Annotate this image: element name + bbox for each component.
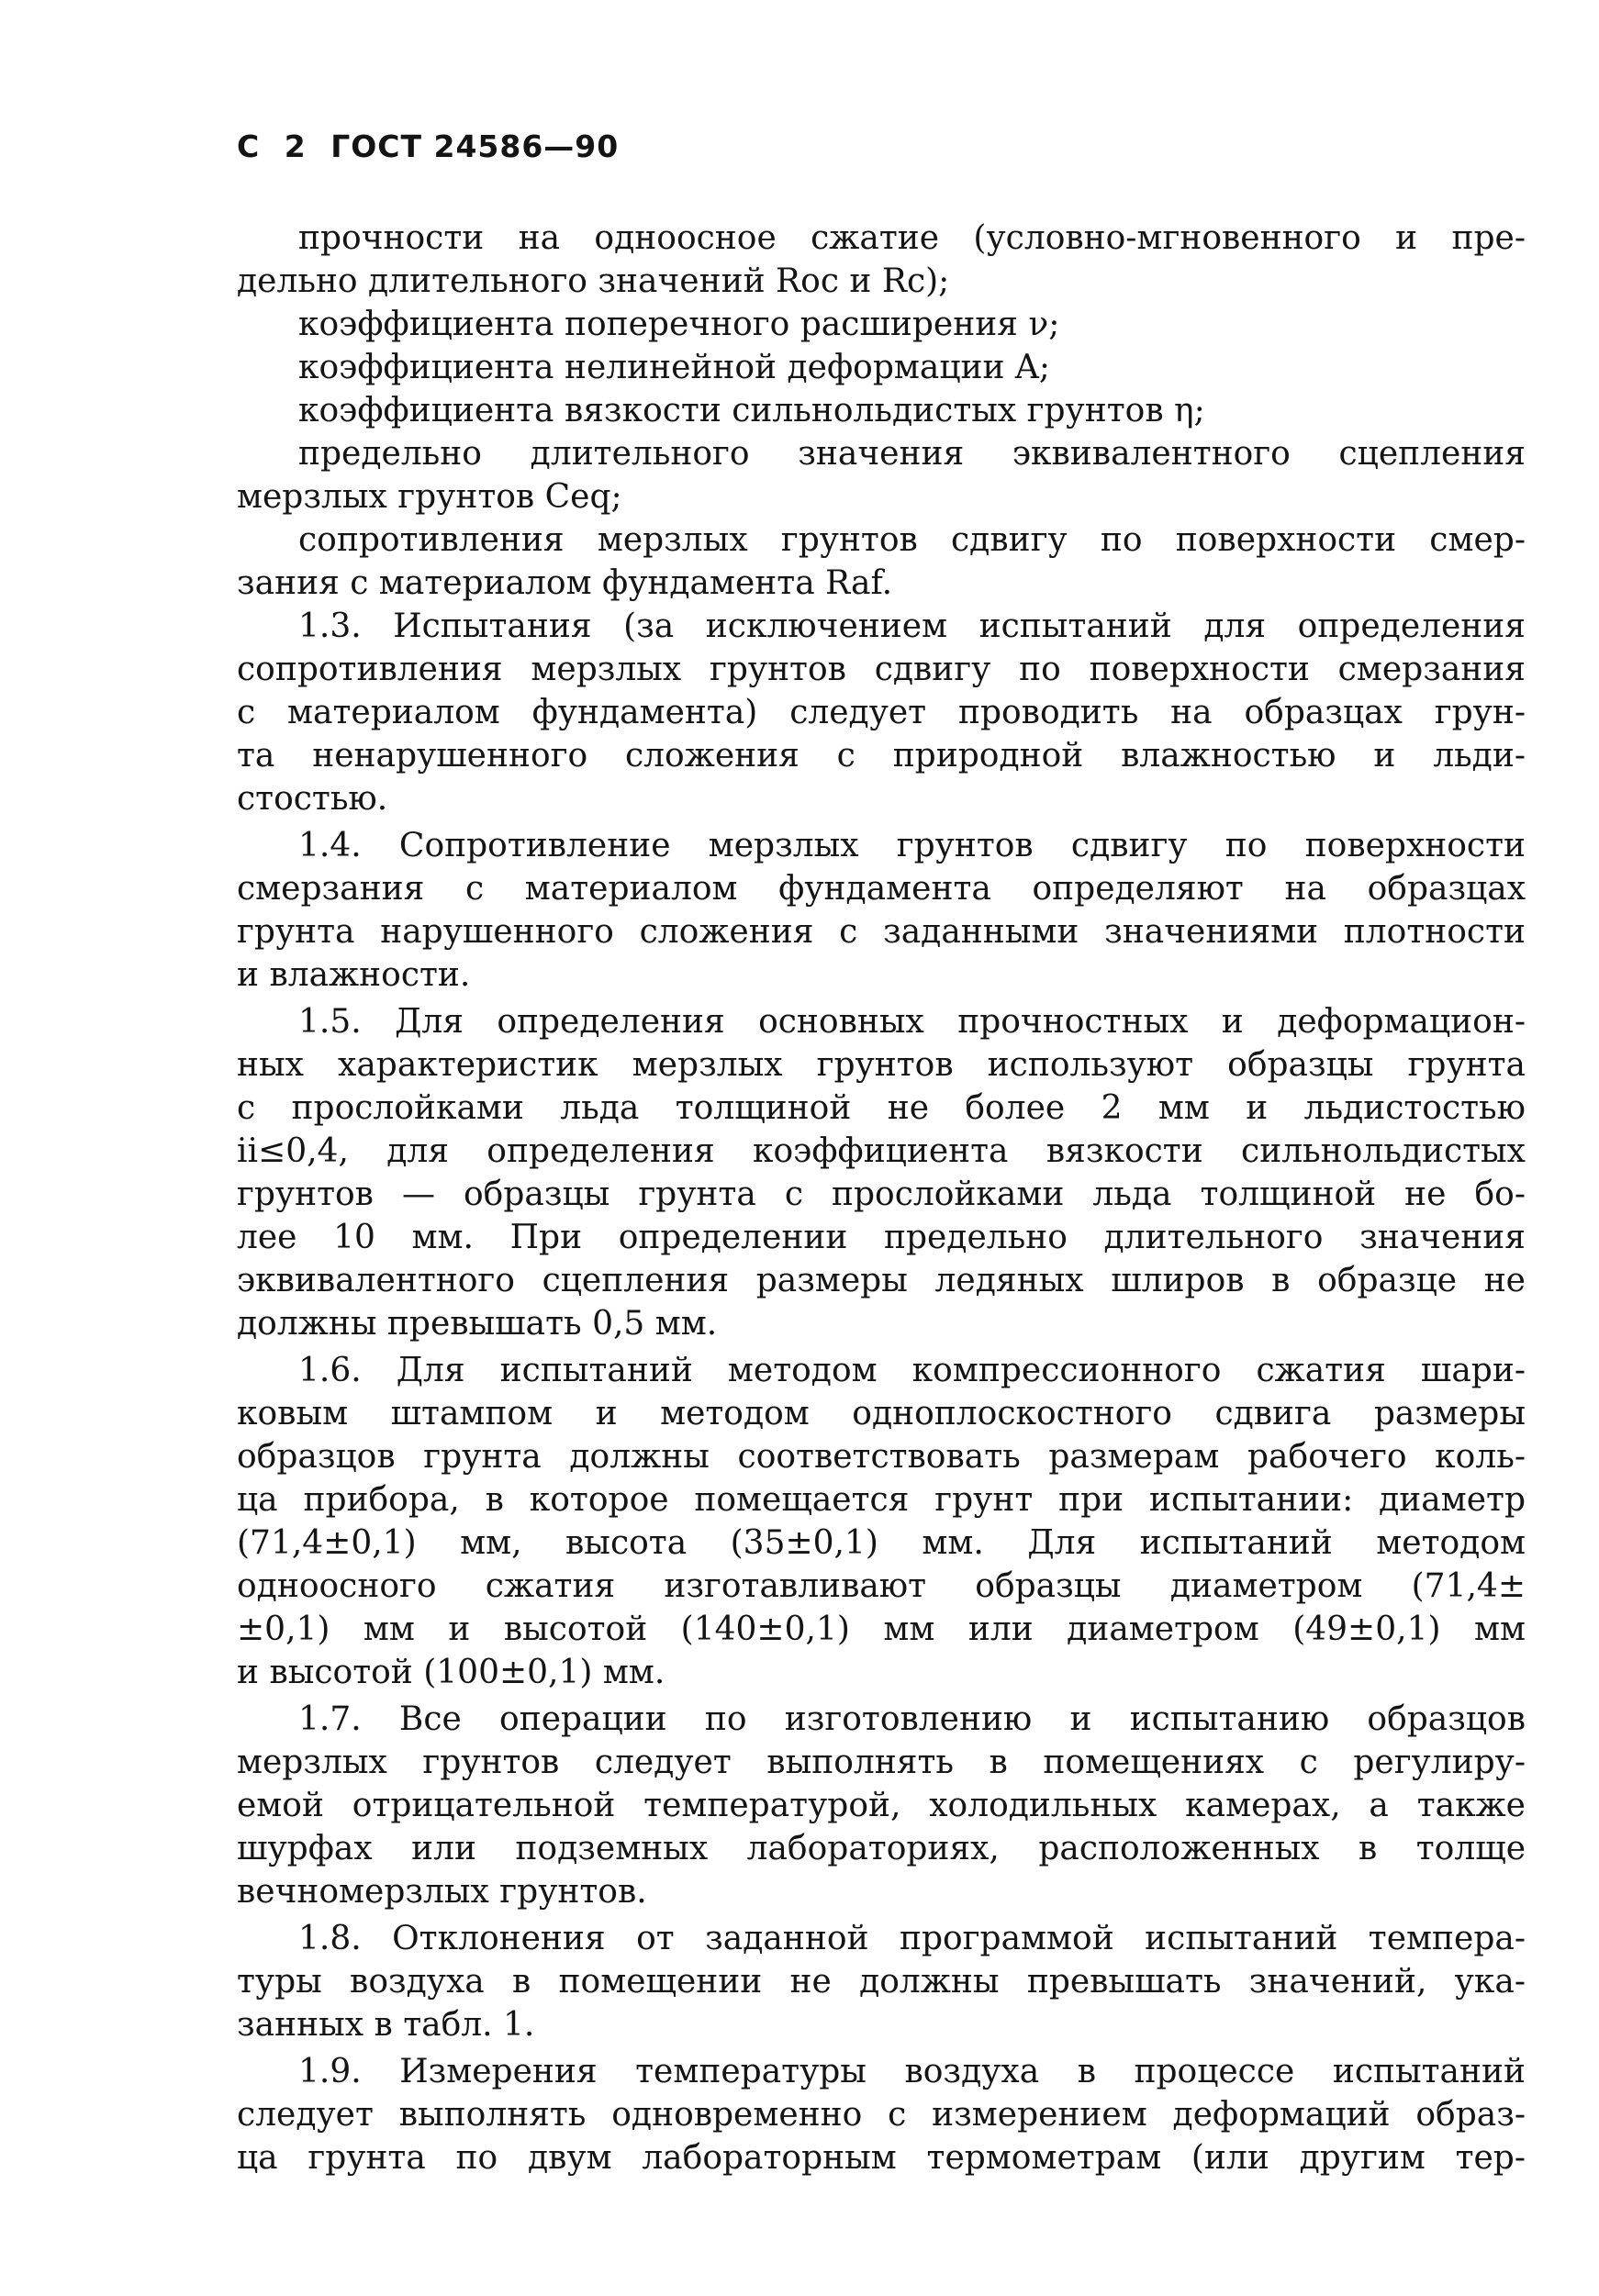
page-letter: С [237, 128, 261, 164]
text-line: 1.9. Измерения температуры воздуха в процессе испытаний [298, 2053, 1526, 2090]
text-line: смерзания с материалом фундамента определяют на образцах [237, 870, 1526, 908]
text-line: ±0,1) мм и высотой (140±0,1) мм или диаметром (49±0,1) мм [237, 1611, 1526, 1648]
text-line: та ненарушенного сложения с природной влажностью и льди- [237, 737, 1526, 775]
text-line: стостью. [237, 780, 388, 818]
text-line: 1.4. Сопротивление мерзлых грунтов сдвигу по поверхности [298, 827, 1526, 864]
text-line: должны превышать 0,5 мм. [237, 1305, 718, 1343]
text-line: дельно длительного значений Rос и Rс); [237, 262, 950, 300]
text-line: ковым штампом и методом одноплоскостного сдвига размеры [237, 1395, 1526, 1432]
text-line: 1.7. Все операции по изготовлению и испытанию образцов [298, 1700, 1526, 1738]
text-line: эквивалентного сцепления размеры ледяных шлиров в образце не [237, 1262, 1526, 1299]
text-line: мерзлых грунтов следует выполнять в помещениях с регулиру- [237, 1744, 1526, 1781]
text-line: мерзлых грунтов Ceq; [237, 478, 622, 516]
text-line: коэффициента вязкости сильнольдистых грунтов η; [298, 392, 1205, 429]
text-line: с материалом фундамента) следует проводить на образцах грун- [237, 694, 1526, 731]
text-line: предельно длительного значения эквивалентного сцепления [298, 435, 1526, 473]
standard-number: ГОСТ 24586—90 [330, 128, 620, 164]
text-line: грунта нарушенного сложения с заданными значениями плотности [237, 913, 1526, 951]
text-line: прочности на одноосное сжатие (условно-мгновенного и пре- [298, 219, 1526, 257]
text-line: 1.8. Отклонения от заданной программой испытаний темпера- [298, 1920, 1526, 1957]
text-line: шурфах или подземных лабораториях, расположенных в толще [237, 1830, 1526, 1867]
text-line: ца прибора, в которое помещается грунт при испытании: диаметр [237, 1481, 1526, 1519]
text-line: с прослойками льда толщиной не более 2 мм и льдистостью [237, 1089, 1526, 1127]
text-line: 1.6. Для испытаний методом компрессионного сжатия шари- [298, 1352, 1526, 1389]
text-line: (71,4±0,1) мм, высота (35±0,1) мм. Для испытаний методом [237, 1524, 1526, 1562]
page-number: 2 [284, 128, 307, 164]
text-line: занных в табл. 1. [237, 2006, 535, 2044]
text-line: коэффициента нелинейной деформации A; [298, 349, 1051, 386]
text-line: и влажности. [237, 956, 471, 994]
text-line: зания с материалом фундамента Raf. [237, 564, 893, 602]
text-line: грунтов — образцы грунта с прослойками льда толщиной не бо- [237, 1176, 1526, 1213]
text-line: и высотой (100±0,1) мм. [237, 1654, 665, 1691]
text-line: емой отрицательной температурой, холодильных камерах, а также [237, 1787, 1526, 1824]
text-line: вечномерзлых грунтов. [237, 1873, 647, 1911]
text-line: 1.5. Для определения основных прочностных и деформацион- [298, 1003, 1526, 1041]
text-line: одноосного сжатия изготавливают образцы диаметром (71,4± [237, 1567, 1526, 1605]
text-line: коэффициента поперечного расширения ν; [298, 306, 1060, 343]
text-line: сопротивления мерзлых грунтов сдвигу по поверхности смерзания [237, 651, 1526, 688]
text-line: ii≤0,4, для определения коэффициента вязкости сильнольдистых [237, 1132, 1526, 1170]
text-line: ца грунта по двум лабораторным термометрам (или другим тер- [237, 2139, 1526, 2177]
text-line: образцов грунта должны соответствовать размерам рабочего коль- [237, 1438, 1526, 1476]
text-line: лее 10 мм. При определении предельно длительного значения [237, 1219, 1526, 1256]
text-line: сопротивления мерзлых грунтов сдвигу по поверхности смер- [298, 521, 1526, 559]
text-line: туры воздуха в помещении не должны превышать значений, ука- [237, 1963, 1526, 2001]
body-text [237, 217, 1526, 2179]
text-line: следует выполнять одновременно с измерением деформаций образ- [237, 2096, 1526, 2134]
text-line: 1.3. Испытания (за исключением испытаний для определения [298, 607, 1526, 645]
page-header [237, 128, 632, 164]
text-line: ных характеристик мерзлых грунтов используют образцы грунта [237, 1046, 1526, 1084]
